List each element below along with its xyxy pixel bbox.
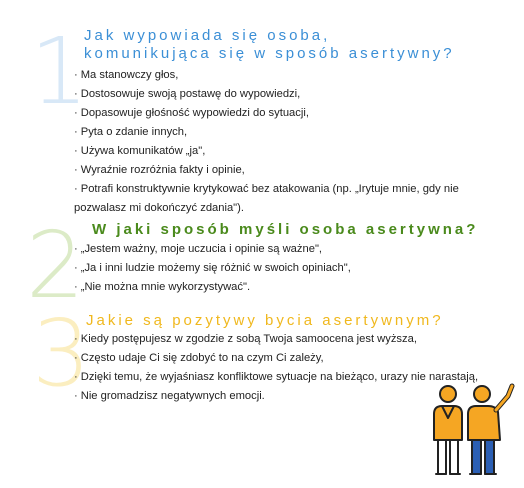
bullet-list — [74, 240, 351, 297]
section-number: 3 — [32, 300, 91, 407]
list-item: · Dzięki temu, że wyjaśniasz konfliktowe sytuacje na bieżąco, urazy nie narastają, — [74, 368, 478, 387]
list-item: · Ma stanowczy głos, — [74, 66, 494, 85]
bullet-list — [74, 66, 494, 218]
heading-line: Jak wypowiada się osoba, — [84, 27, 331, 44]
list-item: · Wyraźnie rozróżnia fakty i opinie, — [74, 161, 494, 180]
list-item: · Często udaje Ci się zdobyć to na czym Ci zależy, — [74, 349, 478, 368]
list-item: · Pyta o zdanie innych, — [74, 123, 494, 142]
list-item: · Dostosowuje swoją postawę do wypowiedzi, — [74, 85, 494, 104]
list-item: · Kiedy postępujesz w zgodzie z sobą Twoja samoocena jest wyższa, — [74, 330, 478, 349]
bullet-list — [74, 330, 478, 406]
section-heading: W jaki sposób myśli osoba asertywna? — [92, 221, 479, 238]
list-item: · Nie gromadzisz negatywnych emocji. — [74, 387, 478, 406]
section-heading — [84, 27, 455, 63]
list-item: · „Ja i inni ludzie możemy się różnić w swoich opiniach", — [74, 259, 351, 278]
section-heading: Jakie są pozytywy bycia asertywnym? — [86, 312, 444, 329]
heading-line: komunikująca się w sposób asertywny? — [84, 45, 455, 62]
list-item: · Używa komunikatów „ja", — [74, 142, 494, 161]
list-item: · Potrafi konstruktywnie krytykować bez atakowania (np. „Irytuje mnie, gdy nie pozwalasz mi dokończyć zdania"). — [74, 180, 494, 218]
list-item: · „Jestem ważny, moje uczucia i opinie są ważne", — [74, 240, 351, 259]
list-item: · „Nie można mnie wykorzystywać". — [74, 278, 351, 297]
section-number: 1 — [30, 18, 89, 125]
section-number: 2 — [26, 212, 85, 319]
list-item: · Dopasowuje głośność wypowiedzi do sytuacji, — [74, 104, 494, 123]
